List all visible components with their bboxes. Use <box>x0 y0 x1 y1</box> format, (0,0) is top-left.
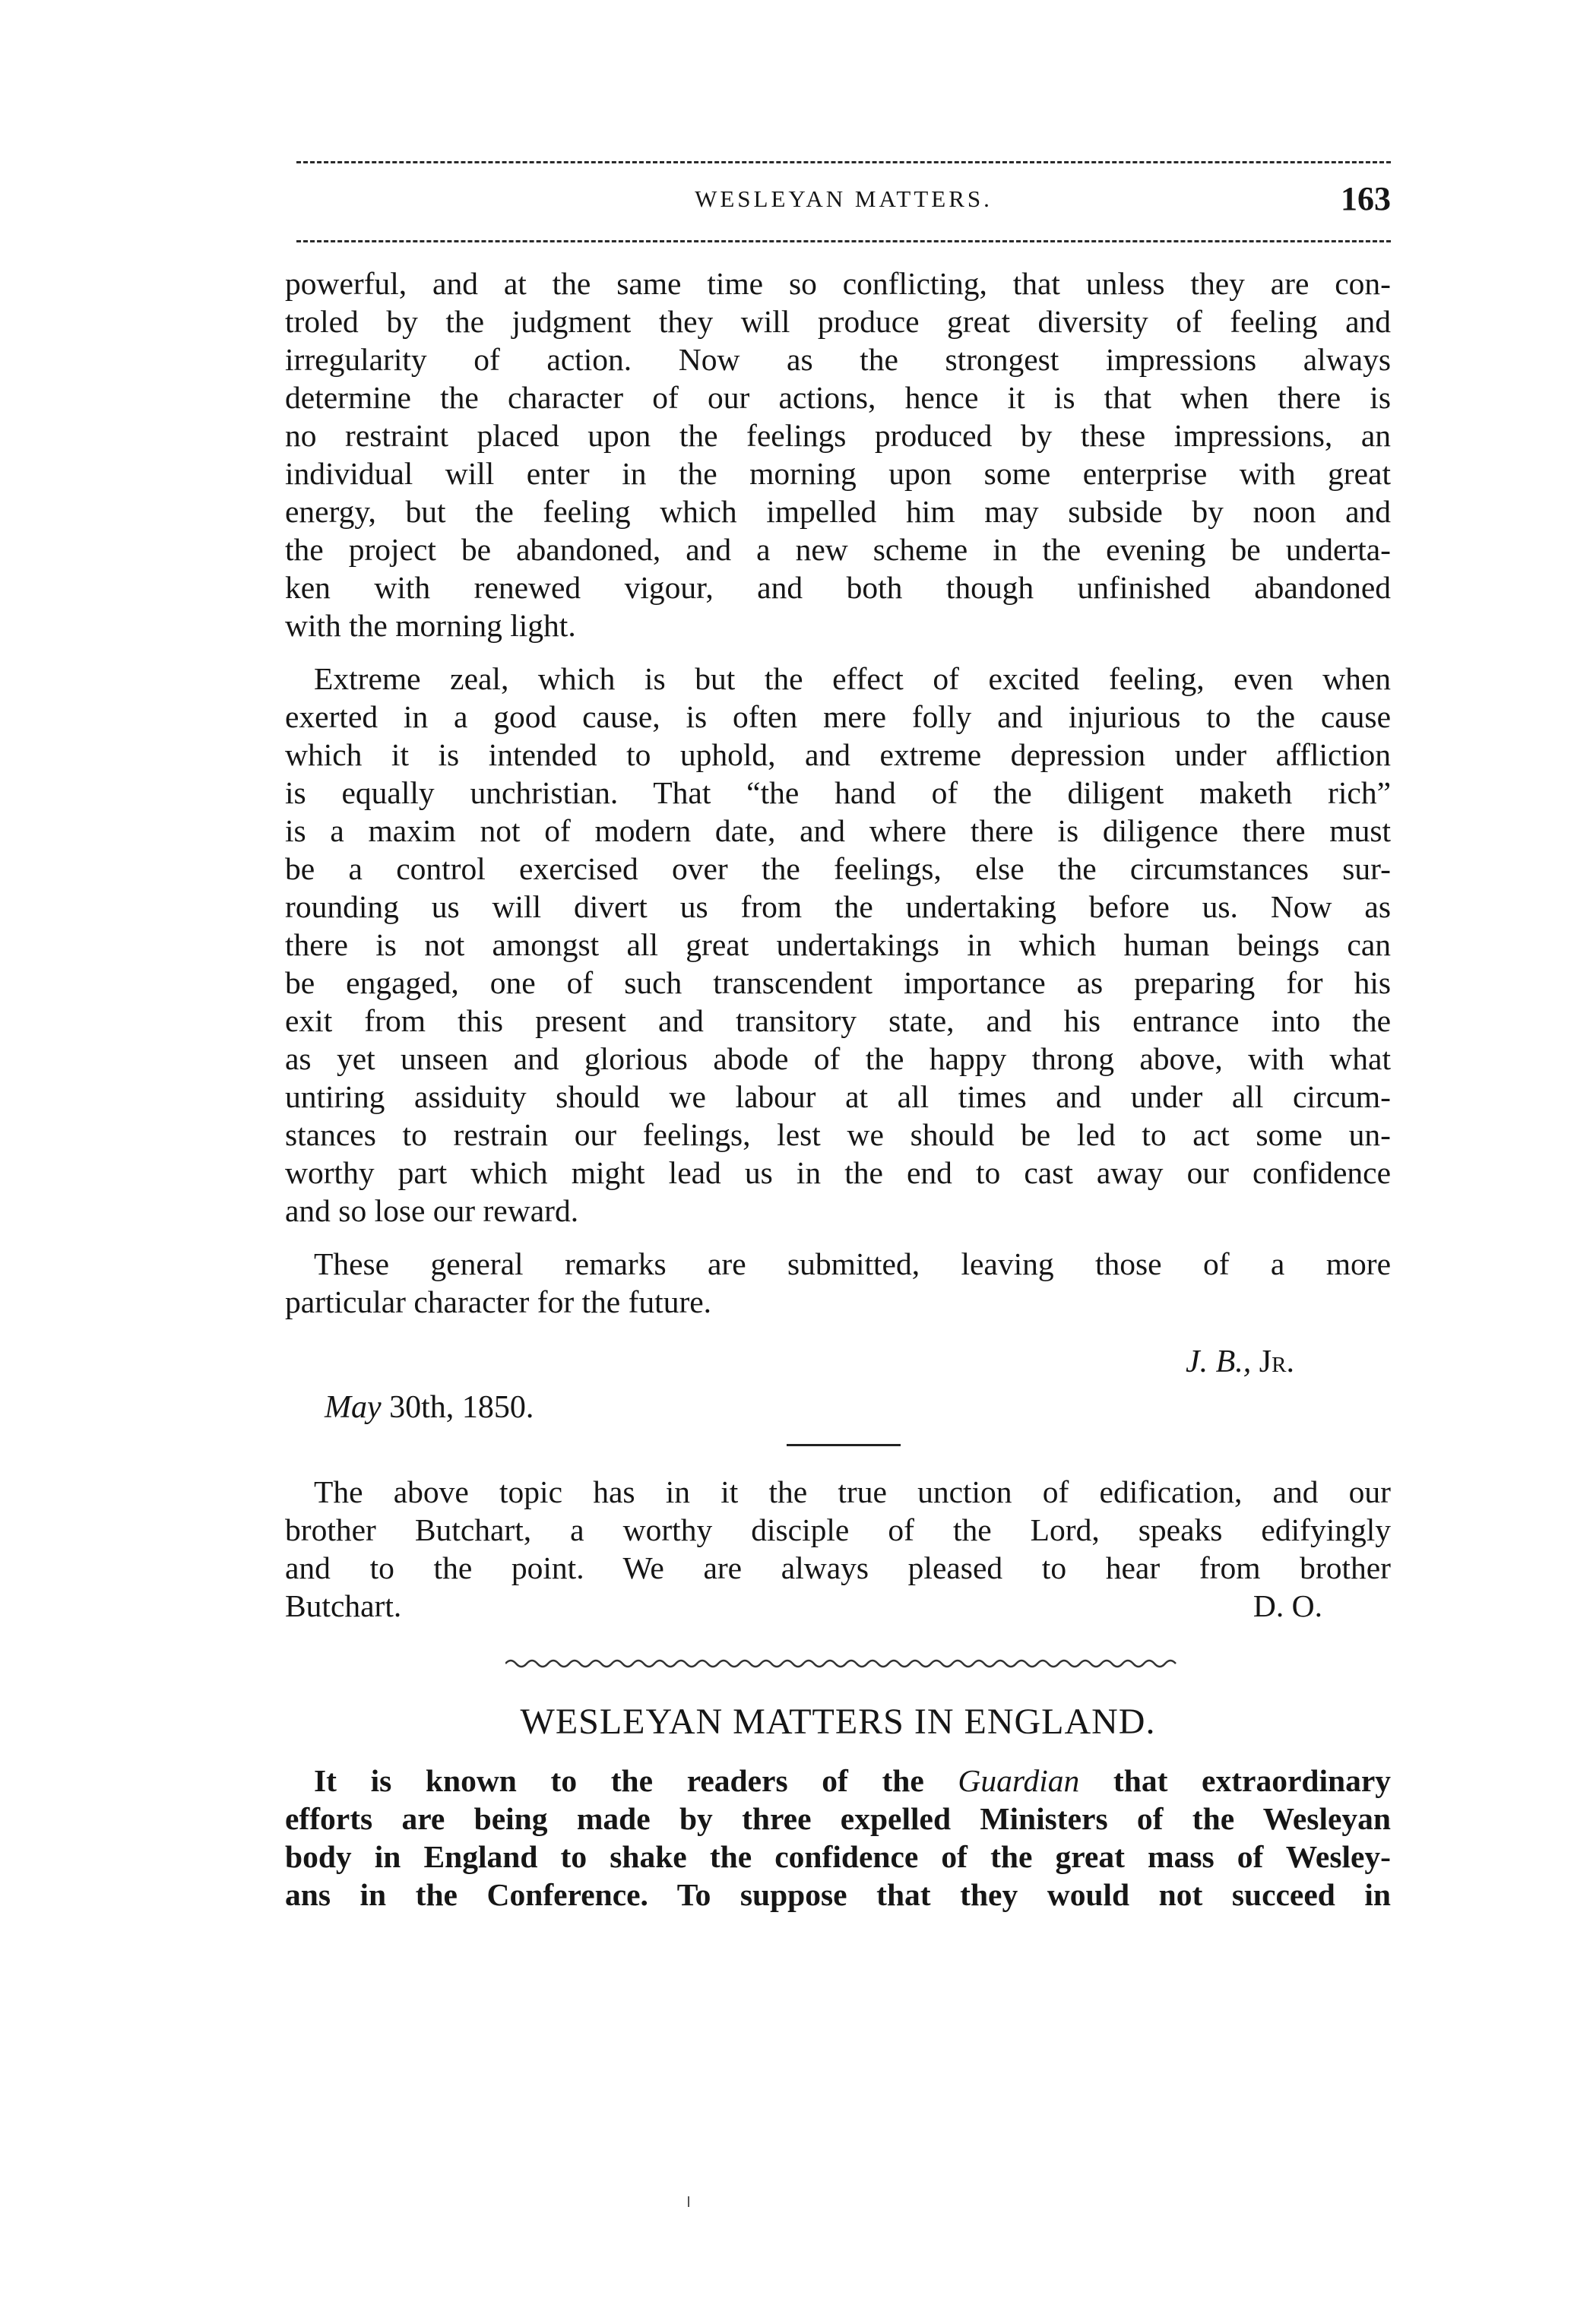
body-line: ken with renewed vigour, and both though unfinished abandoned <box>285 570 1391 605</box>
running-title: WESLEYAN MATTERS. <box>695 185 993 212</box>
body-line: Extreme zeal, which is but the effect of excited feeling, even when <box>314 661 1391 696</box>
print-mark <box>688 2196 689 2207</box>
body-line: particular character for the future. <box>285 1284 712 1319</box>
editor-note-line: The above topic has in it the true unction of edification, and our <box>314 1474 1391 1509</box>
section-line: ans in the Conference. To suppose that they would not succeed in <box>285 1877 1391 1912</box>
body-line: is a maxim not of modern date, and where there is diligence there must <box>285 813 1391 848</box>
section-line-start: It is known to the readers of the <box>314 1763 958 1798</box>
page-number: 163 <box>1341 180 1391 217</box>
body-line: untiring assiduity should we labour at all times and under all circum- <box>285 1079 1391 1114</box>
body-line: no restraint placed upon the feelings produced by these impressions, an <box>285 418 1391 453</box>
short-rule <box>787 1444 901 1446</box>
date-line <box>325 1389 534 1426</box>
body-line: the project be abandoned, and a new scheme in the evening be underta- <box>285 532 1391 567</box>
editor-note-initials: D. O. <box>1253 1588 1322 1623</box>
editor-note-last-left: Butchart. <box>285 1588 402 1623</box>
header-rule <box>296 240 1391 242</box>
signature <box>1186 1344 1294 1380</box>
editor-note-line: brother Butchart, a worthy disciple of the Lord, speaks edifyingly <box>285 1512 1391 1547</box>
body-line: there is not amongst all great undertakings in which human beings can <box>285 927 1391 962</box>
body-line: is equally unchristian. That “the hand of the diligent maketh rich” <box>285 775 1391 810</box>
body-line: energy, but the feeling which impelled him may subside by noon and <box>285 494 1391 529</box>
newspaper-name: Guardian <box>958 1763 1080 1798</box>
date-day: 30th, <box>389 1390 454 1425</box>
running-head <box>296 179 1391 225</box>
body-line: stances to restrain our feelings, lest we should be led to act some un- <box>285 1117 1391 1152</box>
section-line: body in England to shake the confidence of the great mass of Wesley- <box>285 1839 1391 1874</box>
signature-initials: J. B., <box>1186 1344 1259 1379</box>
body-line: as yet unseen and glorious abode of the happy throng above, with what <box>285 1041 1391 1076</box>
top-rule <box>296 161 1391 163</box>
section-line <box>314 1762 1391 1800</box>
body-line: determine the character of our actions, hence it is that when there is <box>285 380 1391 415</box>
body-line: exit from this present and transitory state, and his entrance into the <box>285 1003 1391 1038</box>
body-line: which it is intended to uphold, and extreme depression under affliction <box>285 737 1391 772</box>
section-line-end: that extraordinary <box>1079 1763 1391 1798</box>
body-line: irregularity of action. Now as the strongest impressions always <box>285 342 1391 377</box>
body-line: be a control exercised over the feelings, else the circumstances sur- <box>285 851 1391 886</box>
body-line: troled by the judgment they will produce great diversity of feeling and <box>285 304 1391 339</box>
body-line: powerful, and at the same time so conflicting, that unless they are con- <box>285 266 1391 301</box>
body-line: be engaged, one of such transcendent importance as preparing for his <box>285 965 1391 1000</box>
body-line: worthy part which might lead us in the end to cast away our confidence <box>285 1155 1391 1190</box>
signature-suffix: Jr. <box>1259 1344 1294 1379</box>
body-line: These general remarks are submitted, leaving those of a more <box>314 1246 1391 1281</box>
date-month: May <box>325 1390 382 1425</box>
body-line: and so lose our reward. <box>285 1193 579 1228</box>
body-line: individual will enter in the morning upon some enterprise with great <box>285 456 1391 491</box>
body-line: with the morning light. <box>285 608 576 643</box>
date-year: 1850. <box>461 1390 534 1425</box>
section-title: WESLEYAN MATTERS IN ENGLAND. <box>520 1702 1156 1742</box>
editor-note-line: and to the point. We are always pleased to hear from brother <box>285 1550 1391 1585</box>
body-line: rounding us will divert us from the undertaking before us. Now as <box>285 889 1391 924</box>
wavy-divider <box>505 1655 1182 1672</box>
section-line: efforts are being made by three expelled Ministers of the Wesleyan <box>285 1801 1391 1836</box>
body-line: exerted in a good cause, is often mere folly and injurious to the cause <box>285 699 1391 734</box>
